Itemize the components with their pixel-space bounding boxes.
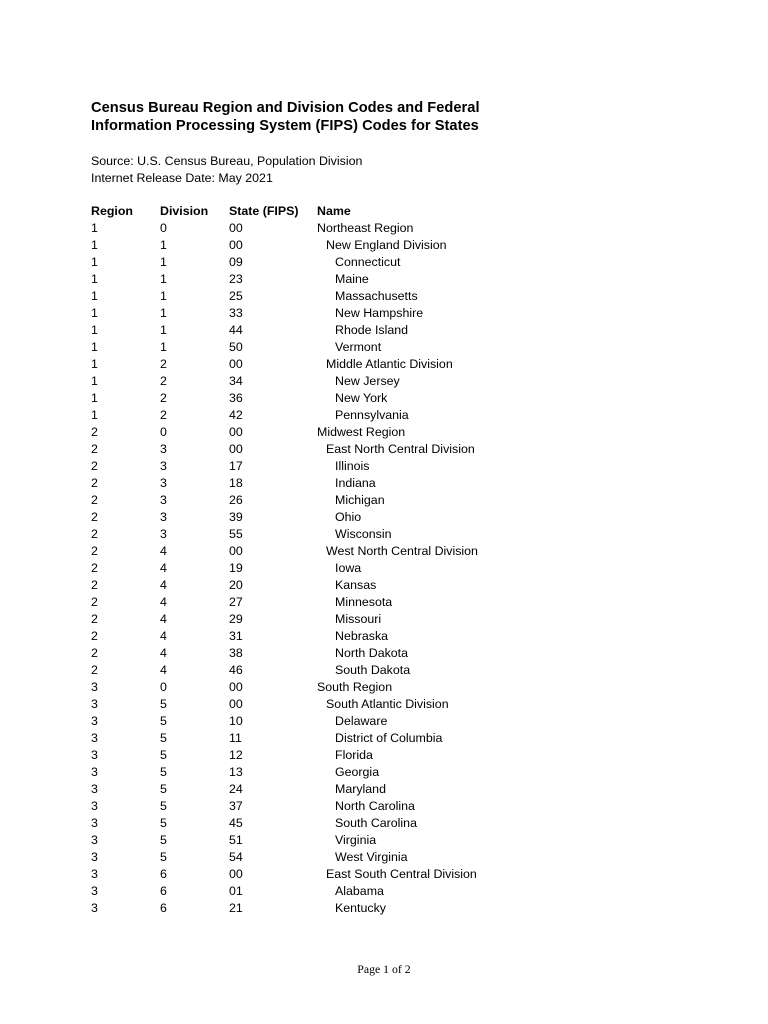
cell-name: Wisconsin	[335, 527, 392, 541]
cell-division: 4	[160, 629, 167, 643]
cell-division: 2	[160, 391, 167, 405]
cell-division: 1	[160, 340, 167, 354]
cell-region: 1	[91, 289, 98, 303]
cell-state-fips: 51	[229, 833, 243, 847]
cell-name: New Hampshire	[335, 306, 424, 320]
cell-state-fips: 00	[229, 442, 243, 456]
cell-region: 1	[91, 357, 98, 371]
cell-division: 4	[160, 646, 167, 660]
cell-state-fips: 00	[229, 238, 243, 252]
cell-division: 6	[160, 884, 167, 898]
cell-region: 2	[91, 612, 98, 626]
cell-region: 3	[91, 867, 98, 881]
cell-state-fips: 34	[229, 374, 243, 388]
cell-region: 3	[91, 680, 98, 694]
header-state-fips: State (FIPS)	[229, 204, 299, 218]
cell-region: 3	[91, 799, 98, 813]
header-region: Region	[91, 204, 133, 218]
cell-division: 1	[160, 289, 167, 303]
cell-region: 2	[91, 578, 98, 592]
source-block	[91, 153, 362, 187]
cell-name: Vermont	[335, 340, 382, 354]
cell-division: 5	[160, 748, 167, 762]
cell-region: 3	[91, 714, 98, 728]
cell-division: 1	[160, 272, 167, 286]
cell-division: 3	[160, 442, 167, 456]
cell-name: North Carolina	[335, 799, 415, 813]
cell-name: Nebraska	[335, 629, 389, 643]
cell-division: 0	[160, 221, 167, 235]
cell-name: New England Division	[326, 238, 447, 252]
cell-name: Ohio	[335, 510, 362, 524]
cell-division: 2	[160, 374, 167, 388]
cell-state-fips: 20	[229, 578, 243, 592]
cell-region: 3	[91, 901, 98, 915]
cell-name: South Region	[317, 680, 393, 694]
cell-name: North Dakota	[335, 646, 409, 660]
cell-state-fips: 00	[229, 680, 243, 694]
cell-name: Northeast Region	[317, 221, 414, 235]
cell-region: 2	[91, 527, 98, 541]
cell-state-fips: 10	[229, 714, 243, 728]
cell-division: 2	[160, 408, 167, 422]
cell-region: 2	[91, 561, 98, 575]
cell-region: 2	[91, 629, 98, 643]
cell-name: Delaware	[335, 714, 388, 728]
cell-division: 6	[160, 901, 167, 915]
cell-region: 1	[91, 238, 98, 252]
cell-division: 4	[160, 561, 167, 575]
cell-region: 1	[91, 221, 98, 235]
cell-division: 4	[160, 612, 167, 626]
cell-region: 2	[91, 476, 98, 490]
cell-region: 2	[91, 544, 98, 558]
cell-division: 5	[160, 799, 167, 813]
cell-name: South Dakota	[335, 663, 411, 677]
cell-division: 1	[160, 323, 167, 337]
cell-state-fips: 44	[229, 323, 243, 337]
cell-region: 2	[91, 425, 98, 439]
cell-state-fips: 13	[229, 765, 243, 779]
cell-name: Illinois	[335, 459, 370, 473]
cell-state-fips: 36	[229, 391, 243, 405]
cell-name: West North Central Division	[326, 544, 478, 558]
cell-name: Kansas	[335, 578, 377, 592]
cell-region: 3	[91, 748, 98, 762]
cell-state-fips: 00	[229, 867, 243, 881]
cell-division: 5	[160, 816, 167, 830]
cell-state-fips: 37	[229, 799, 243, 813]
cell-name: Maryland	[335, 782, 386, 796]
cell-division: 5	[160, 782, 167, 796]
cell-region: 3	[91, 850, 98, 864]
cell-state-fips: 00	[229, 425, 243, 439]
cell-division: 4	[160, 595, 167, 609]
cell-region: 1	[91, 374, 98, 388]
cell-state-fips: 54	[229, 850, 243, 864]
cell-division: 6	[160, 867, 167, 881]
cell-division: 1	[160, 255, 167, 269]
header-name: Name	[317, 204, 351, 218]
cell-state-fips: 11	[229, 731, 242, 745]
cell-name: Alabama	[335, 884, 384, 898]
cell-region: 3	[91, 731, 98, 745]
title-line-2: Information Processing System (FIPS) Codes for States	[91, 118, 479, 134]
title-line-1: Census Bureau Region and Division Codes and Federal	[91, 100, 480, 116]
page-footer: Page 1 of 2	[357, 962, 411, 976]
cell-name: Virginia	[335, 833, 377, 847]
cell-division: 5	[160, 731, 167, 745]
header-division: Division	[160, 204, 209, 218]
cell-name: South Carolina	[335, 816, 417, 830]
cell-division: 5	[160, 714, 167, 728]
cell-division: 5	[160, 833, 167, 847]
cell-division: 0	[160, 425, 167, 439]
cell-name: Kentucky	[335, 901, 386, 915]
cell-state-fips: 42	[229, 408, 243, 422]
cell-name: Missouri	[335, 612, 382, 626]
cell-name: South Atlantic Division	[326, 697, 449, 711]
cell-state-fips: 55	[229, 527, 243, 541]
cell-name: Pennsylvania	[335, 408, 409, 422]
cell-region: 2	[91, 646, 98, 660]
cell-division: 3	[160, 459, 167, 473]
cell-division: 1	[160, 306, 167, 320]
cell-name: Rhode Island	[335, 323, 409, 337]
cell-region: 2	[91, 510, 98, 524]
cell-state-fips: 12	[229, 748, 243, 762]
cell-region: 2	[91, 663, 98, 677]
cell-division: 3	[160, 527, 167, 541]
cell-name: District of Columbia	[335, 731, 443, 745]
cell-division: 5	[160, 697, 167, 711]
cell-state-fips: 01	[229, 884, 243, 898]
document-title	[91, 99, 480, 135]
cell-name: Midwest Region	[317, 425, 406, 439]
cell-region: 3	[91, 697, 98, 711]
cell-region: 1	[91, 255, 98, 269]
cell-state-fips: 19	[229, 561, 243, 575]
cell-name: East North Central Division	[326, 442, 475, 456]
cell-region: 2	[91, 442, 98, 456]
cell-region: 2	[91, 493, 98, 507]
cell-division: 5	[160, 850, 167, 864]
cell-state-fips: 46	[229, 663, 243, 677]
cell-name: New York	[335, 391, 388, 405]
cell-division: 3	[160, 510, 167, 524]
cell-region: 1	[91, 391, 98, 405]
cell-region: 1	[91, 408, 98, 422]
cell-name: New Jersey	[335, 374, 400, 388]
cell-state-fips: 23	[229, 272, 243, 286]
cell-name: Indiana	[335, 476, 376, 490]
cell-name: Massachusetts	[335, 289, 418, 303]
cell-region: 1	[91, 323, 98, 337]
cell-state-fips: 45	[229, 816, 243, 830]
cell-region: 1	[91, 306, 98, 320]
source-line: Source: U.S. Census Bureau, Population Division	[91, 154, 363, 168]
cell-division: 3	[160, 476, 167, 490]
cell-region: 2	[91, 595, 98, 609]
cell-state-fips: 31	[229, 629, 243, 643]
cell-state-fips: 17	[229, 459, 243, 473]
cell-division: 4	[160, 663, 167, 677]
cell-division: 4	[160, 544, 167, 558]
cell-name: Middle Atlantic Division	[326, 357, 453, 371]
cell-region: 3	[91, 833, 98, 847]
cell-name: Iowa	[335, 561, 362, 575]
cell-division: 1	[160, 238, 167, 252]
cell-state-fips: 38	[229, 646, 243, 660]
release-date-line: Internet Release Date: May 2021	[91, 171, 273, 185]
cell-state-fips: 18	[229, 476, 243, 490]
cell-region: 3	[91, 782, 98, 796]
cell-state-fips: 24	[229, 782, 243, 796]
cell-division: 5	[160, 765, 167, 779]
cell-region: 1	[91, 272, 98, 286]
cell-state-fips: 00	[229, 357, 243, 371]
cell-state-fips: 00	[229, 221, 243, 235]
cell-state-fips: 27	[229, 595, 243, 609]
cell-name: Michigan	[335, 493, 385, 507]
cell-name: Georgia	[335, 765, 380, 779]
cell-region: 2	[91, 459, 98, 473]
cell-division: 2	[160, 357, 167, 371]
cell-division: 0	[160, 680, 167, 694]
cell-name: Connecticut	[335, 255, 401, 269]
cell-division: 4	[160, 578, 167, 592]
cell-region: 3	[91, 816, 98, 830]
cell-state-fips: 25	[229, 289, 243, 303]
cell-name: Florida	[335, 748, 373, 762]
cell-state-fips: 33	[229, 306, 243, 320]
cell-division: 3	[160, 493, 167, 507]
cell-name: Maine	[335, 272, 369, 286]
cell-state-fips: 50	[229, 340, 243, 354]
cell-state-fips: 29	[229, 612, 243, 626]
cell-state-fips: 21	[229, 901, 243, 915]
cell-state-fips: 09	[229, 255, 243, 269]
cell-region: 1	[91, 340, 98, 354]
cell-name: East South Central Division	[326, 867, 477, 881]
cell-state-fips: 00	[229, 697, 243, 711]
cell-state-fips: 26	[229, 493, 243, 507]
cell-name: West Virginia	[335, 850, 408, 864]
cell-name: Minnesota	[335, 595, 393, 609]
cell-state-fips: 00	[229, 544, 243, 558]
cell-region: 3	[91, 765, 98, 779]
cell-region: 3	[91, 884, 98, 898]
cell-state-fips: 39	[229, 510, 243, 524]
